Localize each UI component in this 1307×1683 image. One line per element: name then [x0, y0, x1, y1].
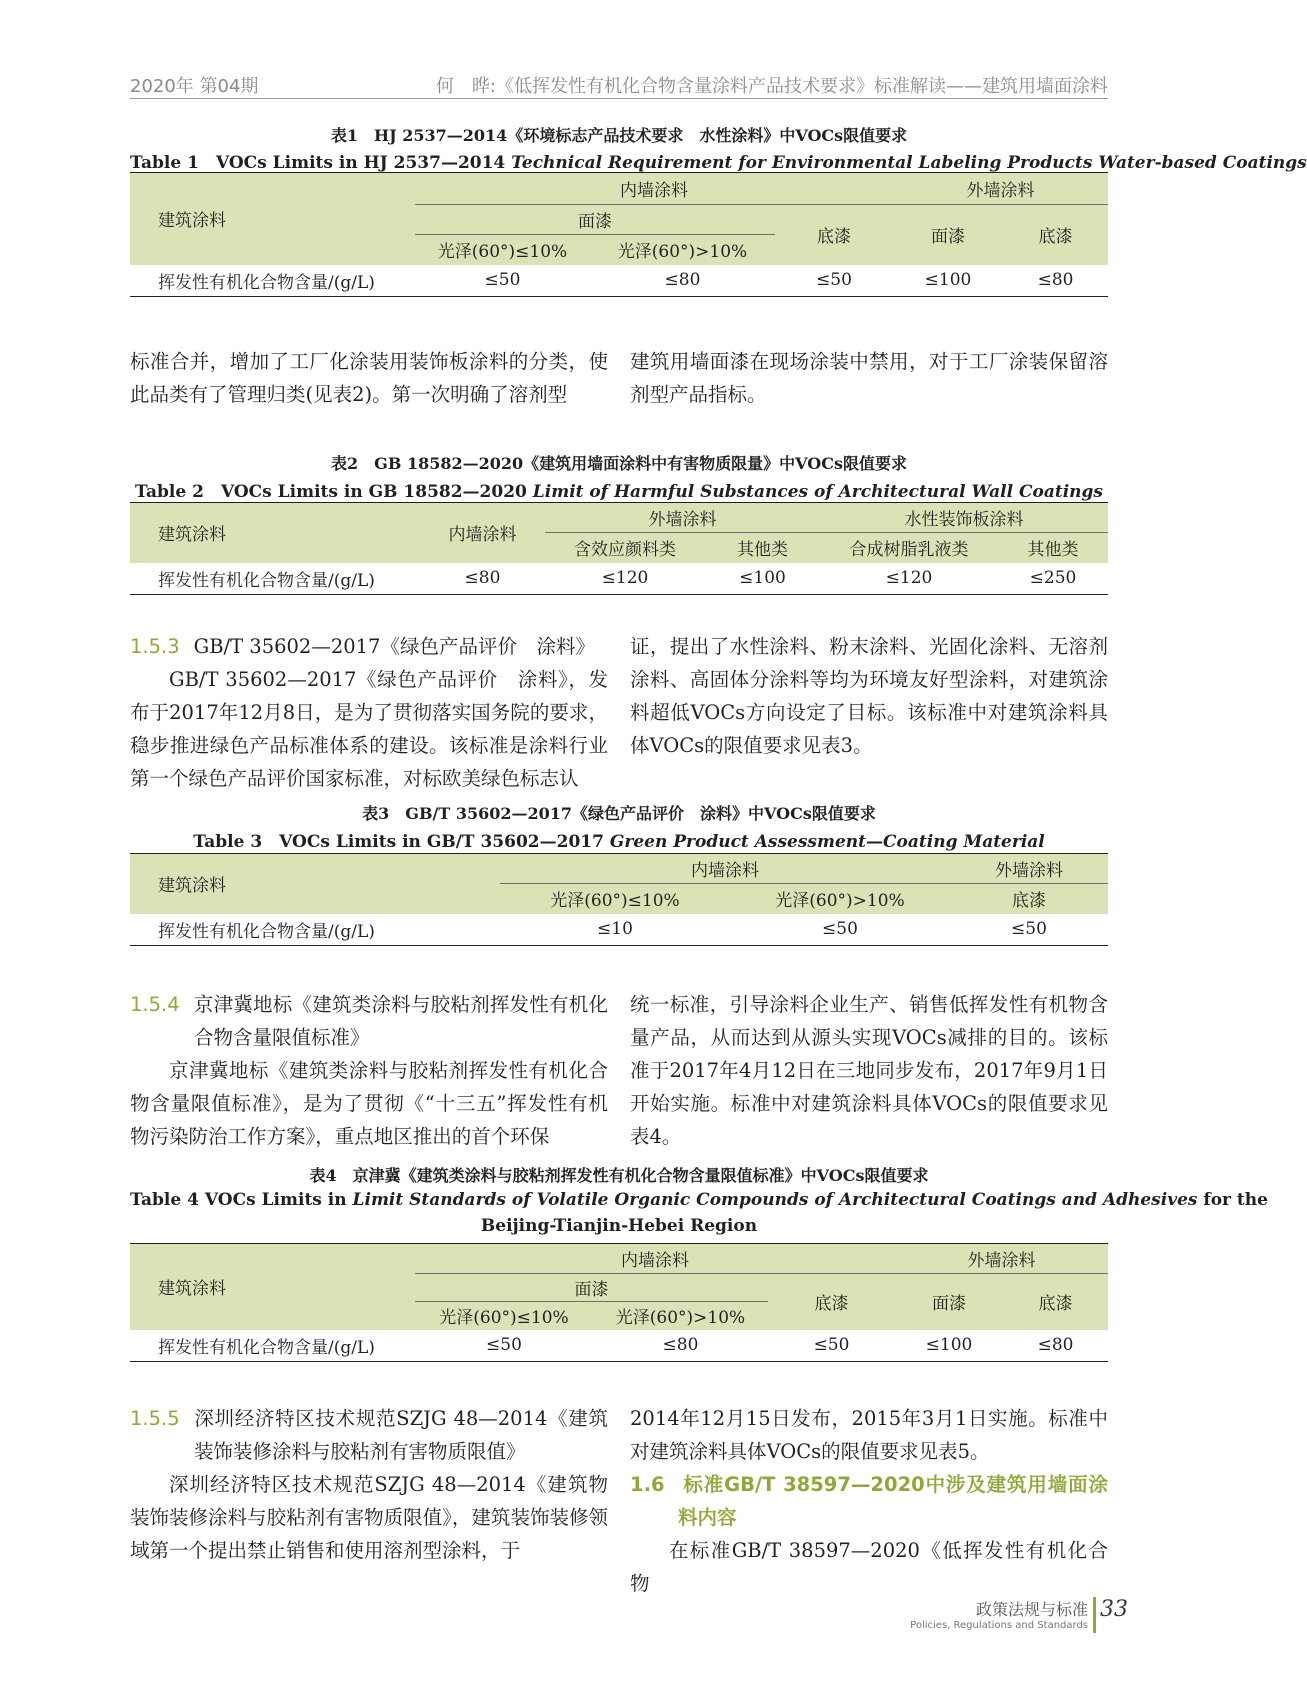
table4: [130, 1243, 1108, 1362]
sec153-left: [130, 630, 608, 795]
t1-cell: ≤100: [893, 265, 1003, 297]
sec16-heading: 1.6 标准GB/T 38597—2020中涉及建筑用墙面涂料内容: [630, 1473, 1108, 1529]
table2-caption-en: Table 2 VOCs Limits in GB 18582—2020 Limit of Harmful Substances of Architectural Wall Coatings: [135, 482, 1103, 502]
t2-cell: ≤80: [420, 563, 545, 595]
table4-caption-en: Table 4 VOCs Limits in Limit Standards of Volatile Organic Compounds of Architectural Coatings and Adhesives for the: [130, 1190, 1268, 1210]
sec154-heading: 1.5.4 京津冀地标《建筑类涂料与胶粘剂挥发性有机化合物含量限值标准》: [130, 993, 608, 1049]
para1-left: 标准合并，增加了工厂化涂装用装饰板涂料的分类，使此品类有了管理归类(见表2)。第一次明确了溶剂型: [130, 350, 608, 406]
t1-cell: ≤50: [775, 265, 893, 297]
t2-row-label: 挥发性有机化合物含量/(g/L): [130, 563, 420, 595]
sec153-body-right: 证，提出了水性涂料、粉末涂料、光固化涂料、无溶剂涂料、高固体分涂料等均为环境友好型涂料，对建筑涂料超低VOCs方向设定了目标。该标准中对建筑涂料具体VOCs的限值要求见表3。: [630, 635, 1108, 757]
t4-h-interior: 内墙涂料: [415, 1244, 895, 1274]
sec154-left: [130, 988, 608, 1153]
sec155-body-left: 深圳经济特区技术规范SZJG 48—2014《建筑物装饰装修涂料与胶粘剂有害物质限值》，建筑装饰装修领域第一个提出禁止销售和使用溶剂型涂料，于: [130, 1473, 608, 1562]
t1-cell: ≤80: [590, 265, 775, 297]
t3-h-gloss-high: 光泽(60°)>10%: [730, 884, 950, 914]
t4-h-col1: 建筑涂料: [130, 1244, 415, 1330]
t2-cell: ≤250: [998, 563, 1108, 595]
t1-cell: ≤50: [415, 265, 590, 297]
footer-section-en: Policies, Regulations and Standards: [910, 1620, 1088, 1631]
t3-h-primer: 底漆: [950, 884, 1108, 914]
sec153-body-left: GB/T 35602—2017《绿色产品评价 涂料》，发布于2017年12月8日，是为了贯彻落实国务院的要求，稳步推进绿色产品标准体系的建设。该标准是涂料行业第一个绿色产品评价国家标准，对标欧美绿色标志认: [130, 668, 608, 790]
t2-cell: ≤120: [820, 563, 998, 595]
t2-h-water-panel: 水性装饰板涂料: [820, 503, 1108, 533]
footer-section-zh: 政策法规与标准: [975, 1600, 1088, 1619]
t2-h-resin: 合成树脂乳液类: [820, 533, 998, 563]
t4-h-primer: 底漆: [768, 1274, 895, 1330]
footer-accent-bar: [1093, 1597, 1096, 1633]
sec154-right: [630, 988, 1108, 1153]
sec153-right: [630, 630, 1108, 762]
sec154-body-left: 京津冀地标《建筑类涂料与胶粘剂挥发性有机化合物含量限值标准》，是为了贯彻《“十三五”挥发性有机物污染防治工作方案》，重点地区推出的首个环保: [130, 1059, 608, 1148]
table3-caption-zh: 表3 GB/T 35602—2017《绿色产品评价 涂料》中VOCs限值要求: [362, 804, 876, 823]
t2-h-exterior: 外墙涂料: [545, 503, 820, 533]
t2-h-col1: 建筑涂料: [130, 503, 420, 563]
t2-cell: ≤120: [545, 563, 705, 595]
t4-h-ext-top: 面漆: [895, 1274, 1003, 1330]
t3-h-gloss-low: 光泽(60°)≤10%: [500, 884, 730, 914]
t1-row-label: 挥发性有机化合物含量/(g/L): [130, 265, 415, 297]
table1-caption-en: Table 1 VOCs Limits in HJ 2537—2014 Technical Requirement for Environmental Labeling Products Water-based Coatings: [130, 153, 1307, 173]
t1-h-ext-top: 面漆: [893, 205, 1003, 265]
t2-cell: ≤100: [705, 563, 820, 595]
table3: [130, 853, 1108, 946]
t4-cell: ≤50: [768, 1330, 895, 1362]
t3-cell: ≤50: [730, 914, 950, 946]
t4-h-ext-primer: 底漆: [1003, 1274, 1108, 1330]
t4-cell: ≤100: [895, 1330, 1003, 1362]
table4-caption-en-line2: Beijing-Tianjin-Hebei Region: [480, 1216, 758, 1236]
t4-h-gloss-high: 光泽(60°)>10%: [593, 1302, 768, 1330]
t2-h-other2: 其他类: [998, 533, 1108, 563]
t1-h-primer: 底漆: [775, 205, 893, 265]
sec155-left: [130, 1402, 608, 1567]
page-number: 33: [1100, 1597, 1128, 1622]
t3-h-interior: 内墙涂料: [500, 854, 950, 884]
table1-caption-zh: 表1 HJ 2537—2014《环境标志产品技术要求 水性涂料》中VOCs限值要求: [330, 126, 908, 145]
t4-h-topcoat: 面漆: [415, 1274, 768, 1302]
t4-h-exterior: 外墙涂料: [895, 1244, 1108, 1274]
sec155-body-right: 2014年12月15日发布，2015年3月1日实施。标准中对建筑涂料具体VOCs的限值要求见表5。: [630, 1407, 1108, 1463]
t1-h-topcoat: 面漆: [415, 205, 775, 235]
t3-cell: ≤10: [500, 914, 730, 946]
t4-cell: ≤80: [593, 1330, 768, 1362]
table4-caption-zh: 表4 京津冀《建筑类涂料与胶粘剂挥发性有机化合物含量限值标准》中VOCs限值要求: [309, 1166, 929, 1185]
sec153-heading: 1.5.3 GB/T 35602—2017《绿色产品评价 涂料》: [130, 635, 595, 658]
t4-row-label: 挥发性有机化合物含量/(g/L): [130, 1330, 415, 1362]
t1-h-gloss-low: 光泽(60°)≤10%: [415, 235, 590, 265]
running-header-issue: 2020年 第04期: [130, 76, 259, 97]
running-header-title: 何 晔:《低挥发性有机化合物含量涂料产品技术要求》标准解读——建筑用墙面涂料: [435, 76, 1108, 97]
t3-h-col1: 建筑涂料: [130, 854, 500, 914]
t1-h-interior: 内墙涂料: [415, 173, 893, 205]
sec155-right: [630, 1402, 1108, 1600]
table2-caption-zh: 表2 GB 18582—2020《建筑用墙面涂料中有害物质限量》中VOCs限值要求: [331, 454, 907, 473]
t1-h-exterior: 外墙涂料: [893, 173, 1108, 205]
t2-h-interior: 内墙涂料: [420, 503, 545, 563]
table1: [130, 172, 1108, 297]
t2-h-other1: 其他类: [705, 533, 820, 563]
t1-h-col1: 建筑涂料: [130, 173, 415, 265]
sec16-body: 在标准GB/T 38597—2020《低挥发性有机化合物: [630, 1539, 1108, 1595]
header-rule: [130, 98, 1108, 99]
t4-cell: ≤80: [1003, 1330, 1108, 1362]
t4-cell: ≤50: [415, 1330, 593, 1362]
t3-h-exterior: 外墙涂料: [950, 854, 1108, 884]
t3-cell: ≤50: [950, 914, 1108, 946]
table3-caption-en: Table 3 VOCs Limits in GB/T 35602—2017 Green Product Assessment—Coating Material: [193, 832, 1045, 852]
t4-h-gloss-low: 光泽(60°)≤10%: [415, 1302, 593, 1330]
sec155-heading: 1.5.5 深圳经济特区技术规范SZJG 48—2014《建筑装饰装修涂料与胶粘剂有害物质限值》: [130, 1407, 608, 1463]
t3-row-label: 挥发性有机化合物含量/(g/L): [130, 914, 500, 946]
t1-h-gloss-high: 光泽(60°)>10%: [590, 235, 775, 265]
sec154-body-right: 统一标准，引导涂料企业生产、销售低挥发性有机物含量产品，从而达到从源头实现VOCs减排的目的。该标准于2017年4月12日在三地同步发布，2017年9月1日开始实施。标准中对建筑涂料具体VOCs的限值要求见表4。: [630, 993, 1108, 1148]
t2-h-effect: 含效应颜料类: [545, 533, 705, 563]
t1-h-ext-primer: 底漆: [1003, 205, 1108, 265]
para1-right: 建筑用墙面漆在现场涂装中禁用，对于工厂涂装保留溶剂型产品指标。: [630, 350, 1108, 406]
t1-cell: ≤80: [1003, 265, 1108, 297]
table2: [130, 502, 1108, 595]
